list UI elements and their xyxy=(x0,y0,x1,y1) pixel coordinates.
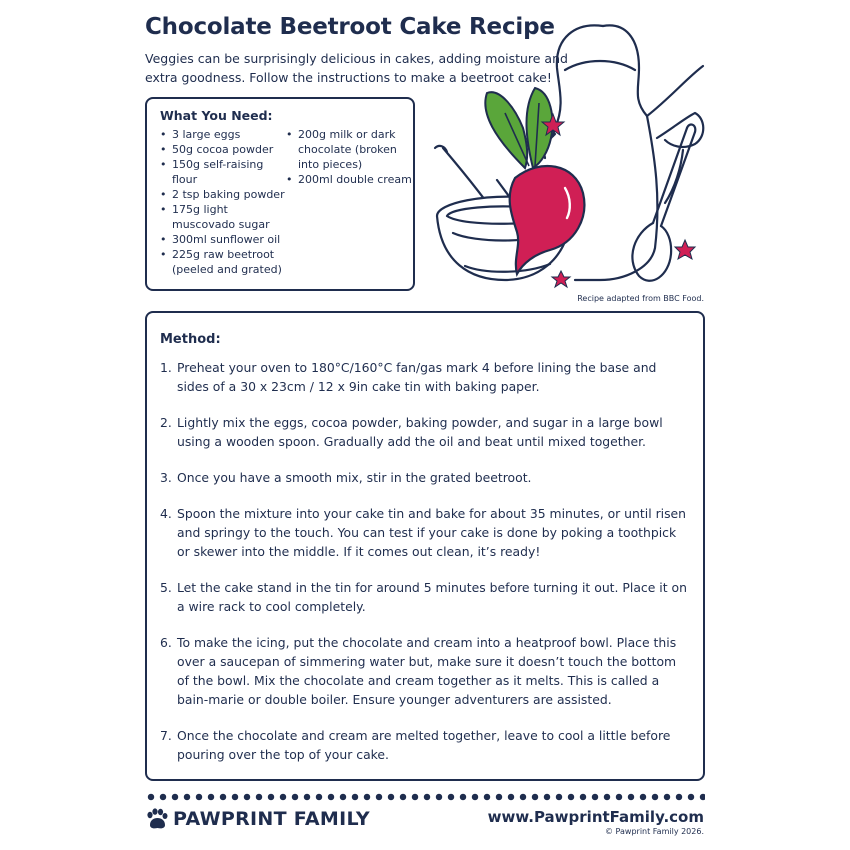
copyright-text: © Pawprint Family 2026. xyxy=(605,827,704,836)
dotted-divider xyxy=(145,793,705,801)
ingredient-item: • 50g cocoa powder xyxy=(160,142,288,157)
method-heading: Method: xyxy=(160,332,221,347)
intro-text: Veggies can be surprisingly delicious in cakes, adding moisture and extra goodness. Follow the instructions to make a beetroot cake! xyxy=(145,51,568,85)
step-number: 1. xyxy=(160,360,172,375)
step-text: Lightly mix the eggs, cocoa powder, baking powder, and sugar in a large bowl using a wooden spoon. Gradually add the oil and beat until mixed together. xyxy=(177,415,663,449)
method-step xyxy=(160,633,690,709)
paw-icon xyxy=(145,808,169,830)
page-title: Chocolate Beetroot Cake Recipe xyxy=(145,14,555,40)
step-number: 4. xyxy=(160,506,172,521)
ingredient-item: • 225g raw beetroot (peeled and grated) xyxy=(160,247,288,277)
recipe-credit: Recipe adapted from BBC Food. xyxy=(577,294,704,303)
step-text: Spoon the mixture into your cake tin and bake for about 35 minutes, or until risen and springy to the touch. You can test if your cake is done by poking a toothpick or skewer into the middle. If it comes out clean, it’s ready! xyxy=(177,506,687,559)
step-text: Let the cake stand in the tin for around 5 minutes before turning it out. Place it on a wire rack to cool completely. xyxy=(177,580,687,614)
brand-logo xyxy=(145,806,370,832)
ingredients-heading: What You Need: xyxy=(160,108,273,123)
ingredient-item: • 175g light muscovado sugar xyxy=(160,202,288,232)
ingredient-item: • 2 tsp baking powder xyxy=(160,187,288,202)
step-text: Preheat your oven to 180°C/160°C fan/gas mark 4 before lining the base and sides of a 30 x 23cm / 12 x 9in cake tin with baking paper. xyxy=(177,360,657,394)
method-step xyxy=(160,468,690,487)
method-step xyxy=(160,413,690,451)
step-number: 3. xyxy=(160,470,172,485)
website-link[interactable]: www.PawprintFamily.com xyxy=(487,808,704,826)
step-text: Once you have a smooth mix, stir in the grated beetroot. xyxy=(177,470,532,485)
ingredient-item: • 3 large eggs xyxy=(160,127,288,142)
ingredients-box xyxy=(145,97,415,291)
method-box xyxy=(145,311,705,781)
step-text: Once the chocolate and cream are melted together, leave to cool a little before pouring over the top of your cake. xyxy=(177,728,671,762)
ingredient-item: • 200g milk or dark chocolate (broken into pieces) xyxy=(286,127,414,172)
method-step xyxy=(160,504,690,561)
step-number: 6. xyxy=(160,635,172,650)
step-number: 5. xyxy=(160,580,172,595)
ingredients-list-b xyxy=(286,127,414,187)
step-number: 7. xyxy=(160,728,172,743)
ingredient-item: • 150g self-raising flour xyxy=(160,157,288,187)
baking-illustration xyxy=(425,18,720,293)
ingredient-item: • 300ml sunflower oil xyxy=(160,232,288,247)
method-step xyxy=(160,358,690,396)
step-text: To make the icing, put the chocolate and cream into a heatproof bowl. Place this over a saucepan of simmering water but, make sure it doesn’t touch the bottom of the bowl. Mix the chocolate and cream together as it melts. This is called a bain-marie or double boiler. Ensure younger adventurers are assisted. xyxy=(177,635,677,707)
brand-name: PAWPRINT FAMILY xyxy=(173,808,370,830)
ingredients-list-a xyxy=(160,127,288,277)
wooden-spoon-icon xyxy=(632,125,695,281)
method-steps xyxy=(160,358,690,781)
step-number: 2. xyxy=(160,415,172,430)
ingredient-item: • 200ml double cream xyxy=(286,172,414,187)
method-step xyxy=(160,726,690,764)
method-step xyxy=(160,578,690,616)
